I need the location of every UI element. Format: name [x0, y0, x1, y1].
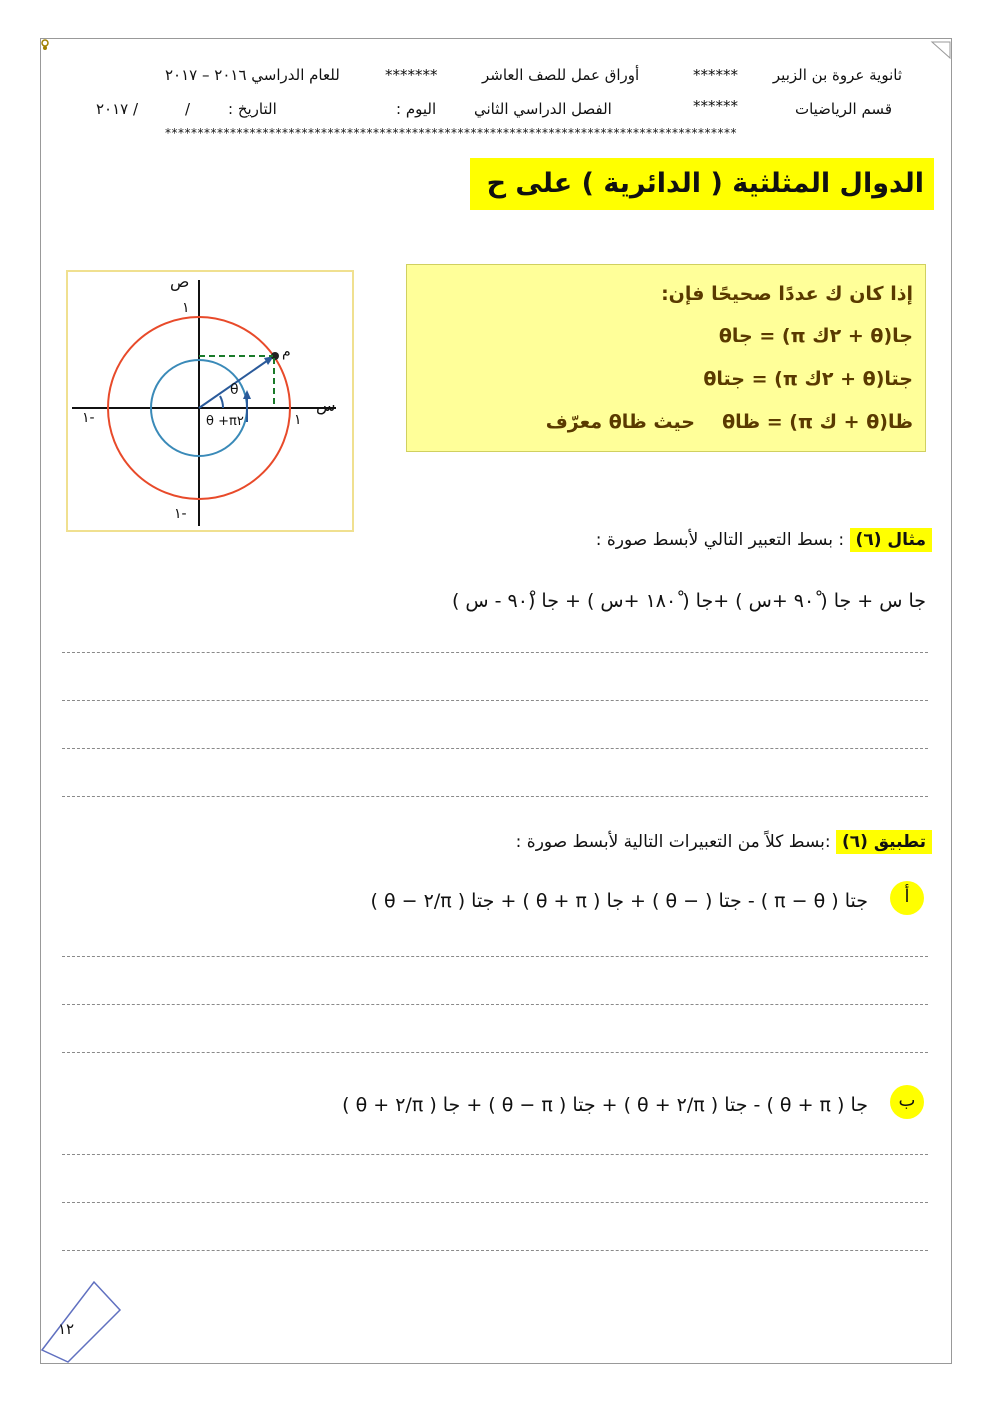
date-slash: /: [185, 100, 191, 118]
day-label: اليوم :: [396, 100, 437, 118]
rule-tan: ظا(θ + ك π) = ظاθ: [722, 411, 913, 433]
angle-label: θ: [230, 382, 239, 398]
answer-line: [62, 700, 928, 701]
school-name: ثانوية عروة بن الزبير: [772, 66, 902, 84]
answer-line: [62, 796, 928, 797]
rule-sin: جا(θ + ٢ك π) = جاθ: [718, 325, 913, 347]
date-value: / ٢٠١٧: [96, 100, 139, 118]
header-separator: ****************************************************************************************: [165, 126, 737, 140]
rule-intro: إذا كان ك عددًا صحيحًا فإن:: [661, 283, 913, 305]
application-prompt: :بسط كلاً من التعبيرات التالية لأبسط صورة :: [515, 832, 831, 852]
page-number: ١٢: [58, 1320, 75, 1338]
answer-line: [62, 652, 928, 653]
answer-line: [62, 1154, 928, 1155]
corner-ornament-icon: [38, 38, 52, 52]
page-title: الدوال المثلثية ( الدائرية ) على ح: [470, 158, 934, 210]
example-heading: [596, 530, 932, 550]
angle-arc: [220, 396, 223, 408]
answer-line: [62, 1004, 928, 1005]
x-right-one: ١: [294, 412, 302, 428]
y-axis-label: ص: [170, 272, 190, 291]
item-b-expression: جا ( θ + π ) - جتا ( π/٢ + θ ) + جتا ( θ − π ) + جا ( π/٢ + θ ): [342, 1094, 868, 1116]
answer-line: [62, 748, 928, 749]
application-heading: [516, 832, 932, 852]
x-left-one: ١-: [82, 410, 95, 426]
application-label: تطبيق (٦): [836, 830, 932, 854]
item-a-marker: أ: [890, 881, 924, 915]
unit-circle-svg: [68, 272, 352, 530]
x-axis-label: س: [316, 396, 336, 415]
point-label: م: [282, 344, 291, 360]
date-label: التاريخ :: [228, 100, 277, 118]
rule-box: [406, 264, 926, 452]
answer-line: [62, 1202, 928, 1203]
example-expression: جا س + جا ( ٩٠ْ +س ) +جا ( ١٨٠ْ +س ) + جا (٩٠ْ - س ): [451, 590, 926, 612]
header-stars-3: ******: [693, 97, 738, 115]
example-label: مثال (٦): [850, 528, 932, 552]
semester: الفصل الدراسي الثاني: [474, 100, 612, 118]
academic-year: للعام الدراسي ٢٠١٦ – ٢٠١٧: [165, 66, 340, 84]
page-fold-icon: [930, 40, 952, 60]
rotation-label: θ +π٢: [206, 414, 244, 429]
example-prompt: : بسط التعبير التالي لأبسط صورة :: [595, 530, 845, 550]
answer-line: [62, 1052, 928, 1053]
page-number-tag-icon: [40, 1280, 124, 1364]
unit-circle-diagram: [66, 270, 354, 532]
answer-line: [62, 1250, 928, 1251]
header-stars-2: *******: [385, 66, 438, 84]
answer-line: [62, 956, 928, 957]
item-b-marker: ب: [890, 1085, 924, 1119]
y-top-one: ١: [182, 300, 190, 316]
worksheet-title: أوراق عمل للصف العاشر: [482, 66, 640, 84]
rule-cos: جتا(θ + ٢ك π) = جتاθ: [703, 368, 913, 390]
rule-tan-note: حيث ظاθ معرّف: [545, 411, 695, 433]
page-frame: [40, 38, 952, 1364]
y-bottom-one: ١-: [174, 506, 187, 522]
header-stars-1: ******: [693, 66, 738, 84]
item-a-expression: جتا ( π − θ ) - جتا ( − θ ) + جا ( θ + π ) + جتا ( π/٢ − θ ): [370, 890, 868, 912]
department-name: قسم الرياضيات: [794, 100, 892, 118]
